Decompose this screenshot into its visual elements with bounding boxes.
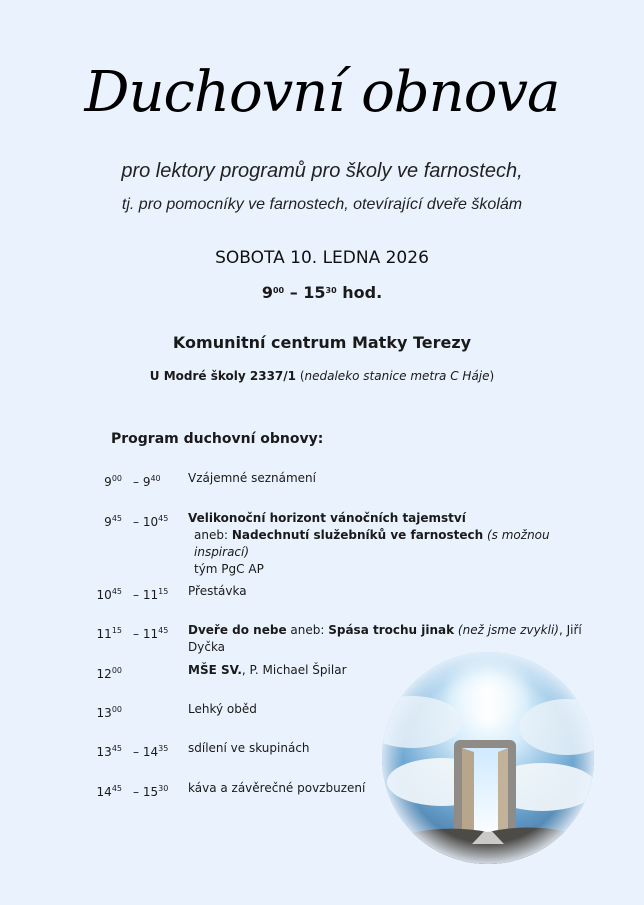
address-paren-open: ( [296, 369, 305, 383]
venue-address [0, 369, 644, 383]
time-suffix: hod. [336, 283, 383, 302]
row-description: Vzájemné seznámení [188, 471, 316, 485]
row-start-time: $13^{45}$ [96, 744, 122, 759]
venue-name: Komunitní centrum Matky Terezy [172, 333, 472, 352]
heaven-door-image [382, 652, 594, 864]
row-start-time: $12^{00}$ [96, 666, 122, 681]
row-end-time: – $15^{30}$ [133, 784, 169, 799]
row-end-time: – $9^{40}$ [133, 474, 161, 489]
row-end-time: – $11^{45}$ [133, 626, 169, 641]
event-time [0, 283, 644, 302]
row-description: sdílení ve skupinách [188, 741, 310, 755]
row-start-time: $13^{00}$ [96, 705, 122, 720]
row-desc-line3: tým PgC AP [194, 562, 264, 576]
address-note: nedaleko stanice metra C Háje [304, 369, 490, 383]
time-start-hour: 9 [261, 283, 273, 302]
program-heading: Program duchovní obnovy: [111, 431, 324, 447]
row-start-time: $9^{00}$ [104, 474, 122, 489]
row-desc-line2: aneb: Nadechnutí služebníků ve farnostech (s možnou inspirací) [194, 528, 550, 559]
subtitle-line-1: pro lektory programů pro školy ve farnostech, [121, 160, 523, 182]
time-start-min: 00 [272, 286, 285, 295]
row-description: Přestávka [188, 584, 247, 598]
address-street: U Modré školy 2337/1 [149, 369, 297, 383]
address-paren-close: ) [489, 369, 495, 383]
subtitle-line-2: tj. pro pomocníky ve farnostech, otevírající dveře školám [121, 196, 523, 213]
row-desc-line1: Velikonoční horizont vánočních tajemství [188, 511, 466, 525]
row-start-time: $11^{15}$ [96, 626, 122, 641]
event-date: SOBOTA 10. LEDNA 2026 [215, 248, 429, 268]
row-description: káva a závěrečné povzbuzení [188, 781, 366, 795]
row-end-time: – $10^{45}$ [133, 514, 169, 529]
row-end-time: – $14^{35}$ [133, 744, 169, 759]
time-end-hour: 15 [303, 283, 326, 302]
row-start-time: $9^{45}$ [104, 514, 122, 529]
row-start-time: $14^{45}$ [96, 784, 122, 799]
heaven-door-illustration [382, 652, 594, 864]
row-description: MŠE SV., P. Michael Špilar [188, 663, 347, 677]
page-title: Duchovní obnova [84, 60, 560, 125]
time-end-min: 30 [325, 286, 337, 295]
row-start-time: $10^{45}$ [96, 587, 122, 602]
time-sep: – [284, 283, 304, 302]
row-end-time: – $11^{15}$ [133, 587, 169, 602]
row-description [188, 510, 588, 578]
row-description: Dveře do nebe aneb: Spása trochu jinak (než jsme zvykli), Jiří Dyčka [188, 623, 582, 654]
row-description: Lehký oběd [188, 702, 257, 716]
